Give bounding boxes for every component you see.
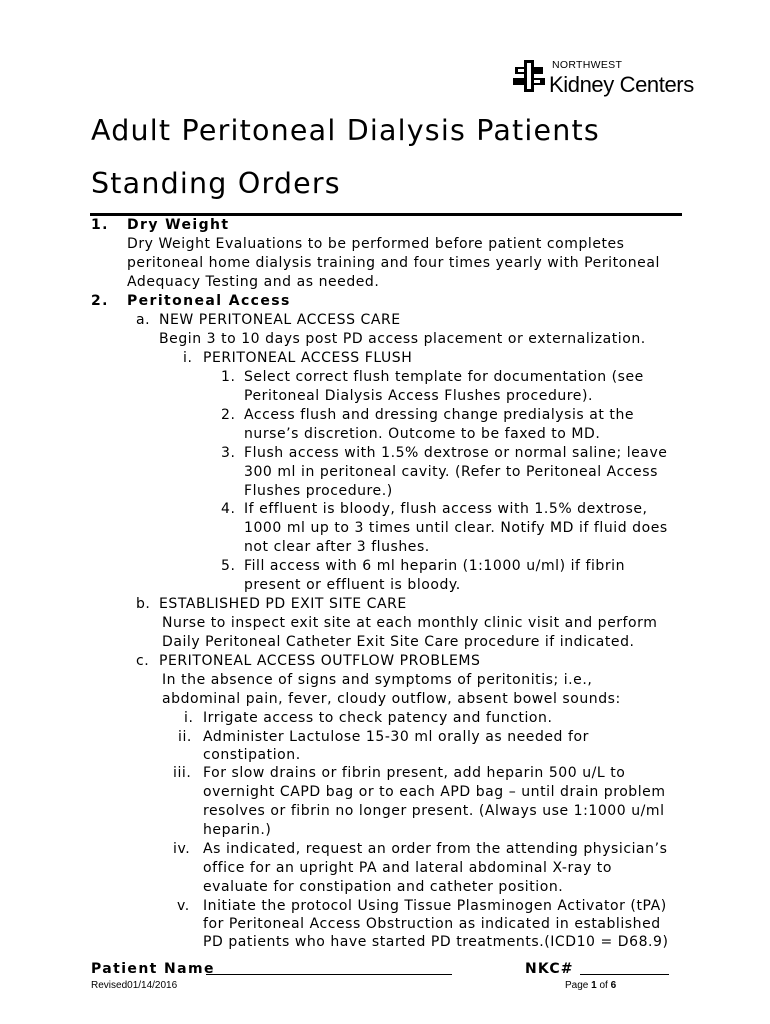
section-number: 1. bbox=[91, 217, 109, 233]
item-text: 300 ml in peritoneal cavity. (Refer to Peritoneal Access bbox=[244, 464, 658, 480]
item-number: v. bbox=[177, 898, 190, 914]
body-line: Dry Weight Evaluations to be performed before patient completes bbox=[127, 236, 625, 252]
subsection-marker: b. bbox=[136, 596, 151, 612]
section-heading: Peritoneal Access bbox=[127, 293, 291, 309]
item-text: PD patients who have started PD treatments.(ICD10 = D68.9) bbox=[203, 934, 669, 950]
item-text: not clear after 3 flushes. bbox=[244, 539, 430, 555]
item-number: 5. bbox=[221, 558, 236, 574]
item-text: Flush access with 1.5% dextrose or normal saline; leave bbox=[244, 445, 668, 461]
subsection-heading: ESTABLISHED PD EXIT SITE CARE bbox=[159, 596, 407, 612]
patient-name-label: Patient Name bbox=[91, 961, 215, 977]
item-text: For slow drains or fibrin present, add heparin 500 u/L to bbox=[203, 765, 626, 781]
item-number: ii. bbox=[178, 729, 192, 745]
subsection-heading: PERITONEAL ACCESS OUTFLOW PROBLEMS bbox=[159, 653, 481, 669]
item-text: As indicated, request an order from the attending physician’s bbox=[203, 841, 668, 857]
body-line: Nurse to inspect exit site at each monthly clinic visit and perform bbox=[162, 615, 658, 631]
page-prefix: Page bbox=[565, 980, 592, 991]
item-text: overnight CAPD bag or to each APD bag – until drain problem bbox=[203, 784, 666, 800]
item-text: office for an upright PA and lateral abdominal X-ray to bbox=[203, 860, 612, 876]
item-text: 1000 ml up to 3 times until clear. Notify MD if fluid does bbox=[244, 520, 668, 536]
document-title-line1: Adult Peritoneal Dialysis Patients bbox=[91, 114, 600, 147]
item-text: nurse’s discretion. Outcome to be faxed to MD. bbox=[244, 426, 601, 442]
item-text: Fill access with 6 ml heparin (1:1000 u/ml) if fibrin bbox=[244, 558, 626, 574]
section-number: 2. bbox=[91, 293, 109, 309]
section-heading: Dry Weight bbox=[127, 217, 230, 233]
patient-name-field[interactable] bbox=[206, 960, 452, 975]
page-current: 1 bbox=[591, 980, 597, 991]
item-text: If effluent is bloody, flush access with 1.5% dextrose, bbox=[244, 501, 648, 517]
subsub-heading: PERITONEAL ACCESS FLUSH bbox=[203, 350, 413, 366]
subsection-marker: c. bbox=[136, 653, 150, 669]
body-line: Adequacy Testing and as needed. bbox=[127, 274, 380, 290]
body-line: Daily Peritoneal Catheter Exit Site Care procedure if indicated. bbox=[162, 634, 635, 650]
item-text: heparin.) bbox=[203, 822, 272, 838]
item-text: evaluate for constipation and catheter position. bbox=[203, 879, 564, 895]
page-total: 6 bbox=[610, 980, 617, 991]
item-text: for Peritoneal Access Obstruction as indicated in established bbox=[203, 916, 661, 932]
item-text: Peritoneal Dialysis Access Flushes procedure). bbox=[244, 388, 593, 404]
item-text: Flushes procedure.) bbox=[244, 483, 393, 499]
item-text: Select correct flush template for documentation (see bbox=[244, 369, 644, 385]
item-text: Initiate the protocol Using Tissue Plasminogen Activator (tPA) bbox=[203, 898, 667, 914]
body-line: Begin 3 to 10 days post PD access placement or externalization. bbox=[159, 331, 646, 347]
item-number: iv. bbox=[173, 841, 191, 857]
item-number: i. bbox=[184, 710, 194, 726]
item-text: present or effluent is bloody. bbox=[244, 577, 461, 593]
subsection-marker: a. bbox=[136, 312, 151, 328]
body-line: In the absence of signs and symptoms of peritonitis; i.e., bbox=[162, 672, 593, 688]
item-text: resolves or fibrin no longer present. (Always use 1:1000 u/ml bbox=[203, 803, 665, 819]
item-number: 3. bbox=[221, 445, 236, 461]
revised-date: Revised01/14/2016 bbox=[91, 980, 178, 991]
page-indicator bbox=[565, 980, 616, 991]
item-number: 1. bbox=[221, 369, 236, 385]
logo-subtitle: NORTHWEST bbox=[552, 59, 623, 71]
item-number: iii. bbox=[173, 765, 192, 781]
item-number: 4. bbox=[221, 501, 236, 517]
item-number: 2. bbox=[221, 407, 236, 423]
item-text: constipation. bbox=[203, 747, 301, 763]
body-line: peritoneal home dialysis training and four times yearly with Peritoneal bbox=[127, 255, 660, 271]
nkc-label: NKC# bbox=[525, 961, 574, 977]
document-title-line2: Standing Orders bbox=[91, 167, 341, 200]
body-line: abdominal pain, fever, cloudy outflow, absent bowel sounds: bbox=[162, 691, 621, 707]
item-text: Irrigate access to check patency and function. bbox=[203, 710, 553, 726]
roman-marker: i. bbox=[183, 350, 193, 366]
nkc-field[interactable] bbox=[580, 960, 669, 975]
item-text: Administer Lactulose 15-30 ml orally as needed for bbox=[203, 729, 589, 745]
logo-title: Kidney Centers bbox=[549, 72, 694, 97]
item-text: Access flush and dressing change predialysis at the bbox=[244, 407, 635, 423]
page-of: of bbox=[596, 980, 611, 991]
logo-mark-icon bbox=[513, 60, 545, 92]
subsection-heading: NEW PERITONEAL ACCESS CARE bbox=[159, 312, 401, 328]
